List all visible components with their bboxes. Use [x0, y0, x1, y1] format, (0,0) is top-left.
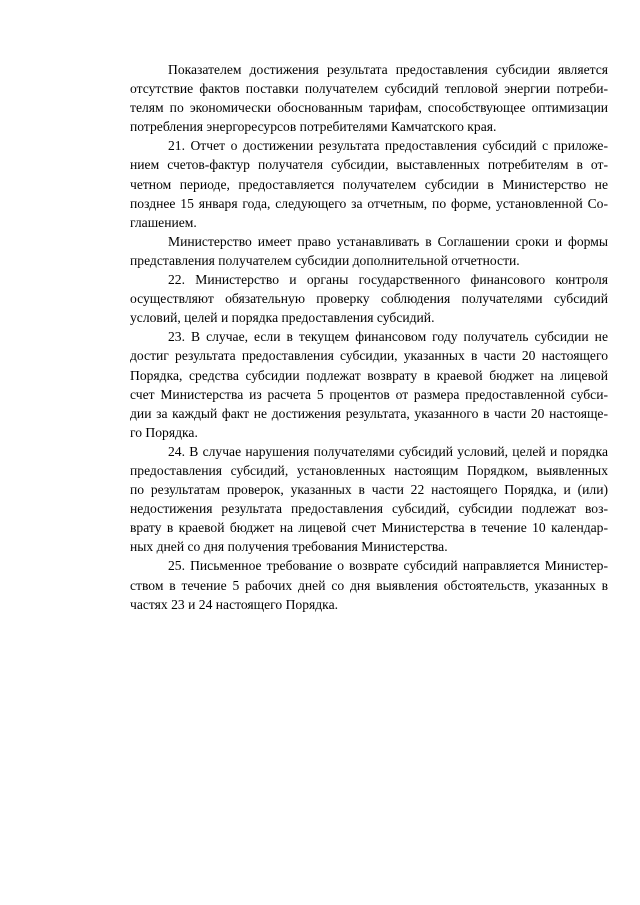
paragraph-clause-23 [92, 327, 608, 442]
text-line: Порядка, средства субсидии подлежат возврату в краевой бюджет на лицевой [130, 367, 608, 383]
text-line: ством в течение 5 рабочих дней со дня выявления обстоятельств, указанных в [130, 577, 608, 593]
text-line: достиг результата предоставления субсидии, указанных в части 20 настоящего [130, 348, 608, 364]
text-line: глашением. [130, 214, 197, 230]
text-line: по результатам проверок, указанных в части 22 настоящего Порядка, и (или) [130, 482, 608, 498]
paragraph-ministry-right [92, 232, 608, 270]
text-line: го Порядка. [130, 424, 198, 440]
document-page [92, 60, 608, 614]
text-line: осуществляют обязательную проверку соблюдения получателями субсидий [130, 291, 608, 307]
text-line: счет Министерства из расчета 5 процентов от размера предоставленной субси- [130, 386, 608, 402]
text-line: недостижения результата предоставления субсидий, субсидии подлежат воз- [130, 501, 608, 517]
text-line: 23. В случае, если в текущем финансовом году получатель субсидии не [168, 329, 608, 345]
paragraph-clause-25 [92, 556, 608, 613]
text-line: 22. Министерство и органы государственного финансового контроля [168, 272, 608, 288]
text-line: 21. Отчет о достижении результата предоставления субсидий с приложе- [168, 138, 608, 154]
text-line: четном периоде, предоставляется получателем субсидии в Министерство не [130, 176, 608, 192]
text-line: частях 23 и 24 настоящего Порядка. [130, 596, 339, 612]
text-line: Министерство имеет право устанавливать в Соглашении сроки и формы [168, 233, 608, 249]
text-line: предоставления субсидий, установленных настоящим Порядком, выявленных [130, 462, 608, 478]
text-line: потребления энергоресурсов потребителями Камчатского края. [130, 119, 497, 135]
paragraph-clause-22 [92, 270, 608, 327]
text-line: 25. Письменное требование о возврате субсидий направляется Министер- [168, 558, 608, 574]
text-line: 24. В случае нарушения получателями субсидий условий, целей и порядка [168, 443, 608, 459]
text-line: ных дней со дня получения требования Министерства. [130, 539, 448, 555]
text-line: позднее 15 января года, следующего за отчетным, по форме, установленной Со- [130, 195, 608, 211]
text-line: телям по экономически обоснованным тарифам, способствующее оптимизации [130, 100, 608, 116]
text-line: отсутствие фактов поставки получателем субсидий тепловой энергии потреби- [130, 81, 608, 97]
paragraph-clause-24 [92, 442, 608, 557]
text-line: нием счетов-фактур получателя субсидии, выставленных потребителям в от- [130, 157, 608, 173]
text-line: представления получателем субсидии дополнительной отчетности. [130, 252, 520, 268]
paragraph-achievement-indicator [92, 60, 608, 136]
text-line: условий, целей и порядка предоставления субсидий. [130, 310, 435, 326]
text-line: дии за каждый факт не достижения результата, указанного в части 20 настояще- [130, 405, 608, 421]
paragraph-clause-21 [92, 136, 608, 231]
text-line: врату в краевой бюджет на лицевой счет Министерства в течение 10 календар- [130, 520, 608, 536]
text-line: Показателем достижения результата предоставления субсидии является [168, 62, 608, 77]
